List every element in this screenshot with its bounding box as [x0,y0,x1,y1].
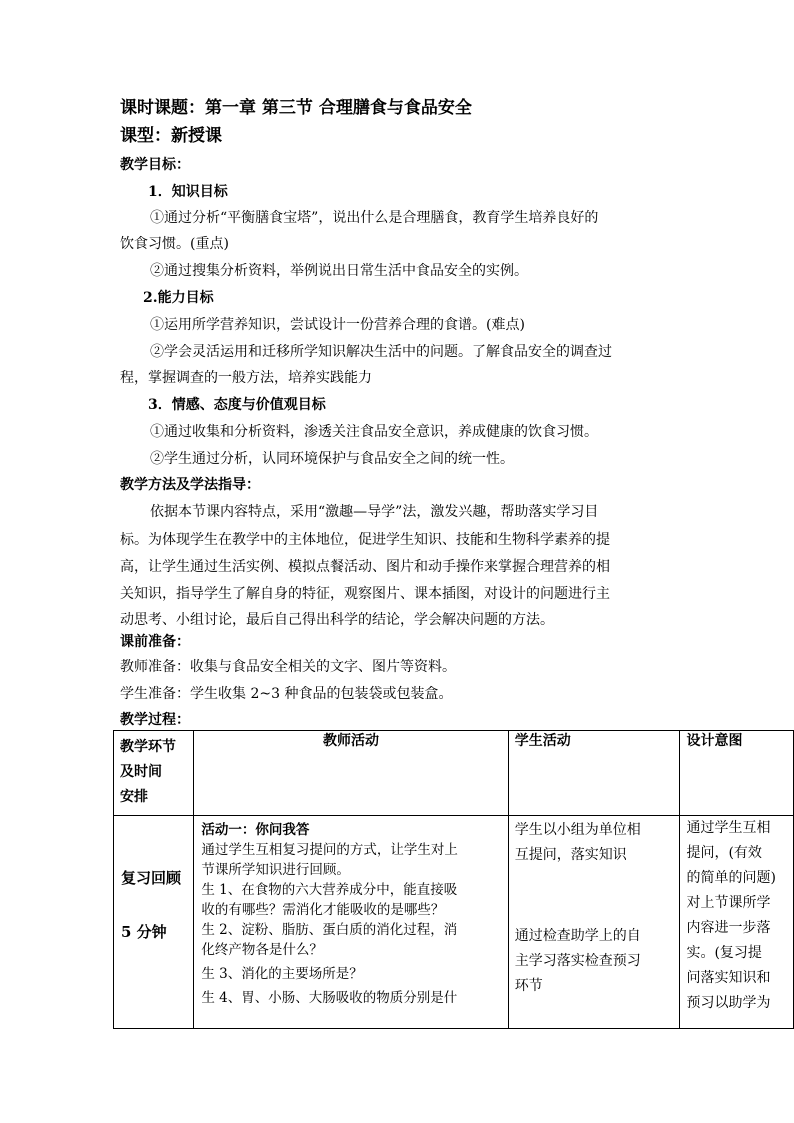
teacher-prep: 教师准备：收集与食品安全相关的文字、图片等资料。 [120,659,456,675]
table-header-row [114,731,794,816]
activity-title: 活动一：你问我答 [201,822,310,838]
student-activity-line: 主学习落实检查预习 [514,953,641,969]
design-intent-line: 对上节课所学 [686,895,771,911]
ability-goal-line: ①运用所学营养知识，尝试设计一份营养合理的食谱。(难点) [150,317,525,333]
ability-goal-line: 程，掌握调查的一般方法，培养实践能力 [120,370,372,386]
process-heading: 教学过程： [120,712,190,728]
header-design-intent: 设计意图 [680,731,794,816]
teacher-activity-line: 生 1、在食物的六大营养成分中，能直接吸 [201,882,458,898]
stage-cell [114,816,194,1029]
design-intent-line: 问落实知识和 [686,970,771,986]
knowledge-goal-line: 饮食习惯。(重点) [120,236,229,252]
student-prep: 学生准备：学生收集 2~3 种食品的包装袋或包装盒。 [120,686,453,702]
teacher-activity-cell [194,816,508,1029]
teacher-activity-line: 生 3、消化的主要场所是？ [201,966,363,982]
student-activity-line: 学生以小组为单位相 [514,822,641,838]
design-intent-line: 的简单的问题) [686,870,776,886]
teacher-activity-line: 化终产物各是什么？ [201,942,323,958]
teacher-activity-line: 节课所学知识进行回顾。 [201,862,350,878]
lesson-type: 课型：新授课 [120,126,222,146]
teacher-activity-line: 通过学生互相复习提问的方式，让学生对上 [201,842,458,858]
design-intent-line: 内容进一步落 [686,920,771,936]
methods-line: 动思考、小组讨论，最后自己得出科学的结论，学会解决问题的方法。 [120,612,554,628]
emotion-goal-line: ②学生通过分析，认同环境保护与食品安全之间的统一性。 [150,451,514,467]
student-activity-cell [508,816,680,1029]
header-stage-line: 安排 [120,789,148,805]
ability-goal-line: ②学会灵活运用和迁移所学知识解决生活中的问题。了解食品安全的调查过 [150,344,612,360]
methods-heading: 教学方法及学法指导： [120,477,260,493]
header-stage-line: 教学环节 [120,739,176,755]
table-row [114,816,794,1029]
emotion-goal-line: ①通过收集和分析资料，渗透关注食品安全意识，养成健康的饮食习惯。 [150,424,598,440]
header-teacher-activity: 教师活动 [194,731,508,816]
prep-heading: 课前准备： [120,634,190,650]
student-activity-line: 互提问，落实知识 [514,847,627,863]
teacher-activity-line: 生 2、淀粉、脂肪、蛋白质的消化过程，消 [201,922,458,938]
objectives-heading: 教学目标： [120,157,190,173]
knowledge-goal-line: ①通过分析“平衡膳食宝塔”，说出什么是合理膳食，教育学生培养良好的 [150,210,599,226]
methods-line: 关知识，指导学生了解自身的特征，观察图片、课本插图，对设计的问题进行主 [120,586,610,602]
header-stage-time [114,731,194,816]
design-intent-line: 提问，(有效 [686,845,762,861]
header-stage-line: 及时间 [120,764,162,780]
header-student-activity: 学生活动 [508,731,680,816]
teaching-process-table [113,730,794,1029]
methods-line: 依据本节课内容特点，采用“激趣—导学”法，激发兴趣，帮助落实学习目 [150,504,599,520]
methods-line: 高，让学生通过生活实例、模拟点餐活动、图片和动手操作来掌握合理营养的相 [120,559,610,575]
stage-time: 5 分钟 [121,923,167,941]
design-intent-line: 预习以助学为 [686,995,771,1011]
knowledge-goal-title: 1．知识目标 [148,184,228,200]
student-activity-line: 环节 [514,978,543,994]
design-intent-line: 实。(复习提 [686,945,762,961]
design-intent-line: 通过学生互相 [686,820,771,836]
ability-goal-title: 2.能力目标 [143,290,214,306]
teacher-activity-line: 收的有哪些？需消化才能吸收的是哪些？ [201,902,445,918]
lesson-title: 课时课题：第一章 第三节 合理膳食与食品安全 [120,98,472,118]
student-activity-line: 通过检查助学上的自 [514,928,641,944]
design-intent-cell [680,816,794,1029]
stage-name: 复习回顾 [121,869,182,887]
methods-line: 标。为体现学生在教学中的主体地位，促进学生知识、技能和生物科学素养的提 [120,532,610,548]
teacher-activity-line: 生 4、胃、小肠、大肠吸收的物质分别是什 [201,990,458,1006]
knowledge-goal-line: ②通过搜集分析资料，举例说出日常生活中食品安全的实例。 [150,263,528,279]
emotion-goal-title: 3．情感、态度与价值观目标 [148,397,326,413]
